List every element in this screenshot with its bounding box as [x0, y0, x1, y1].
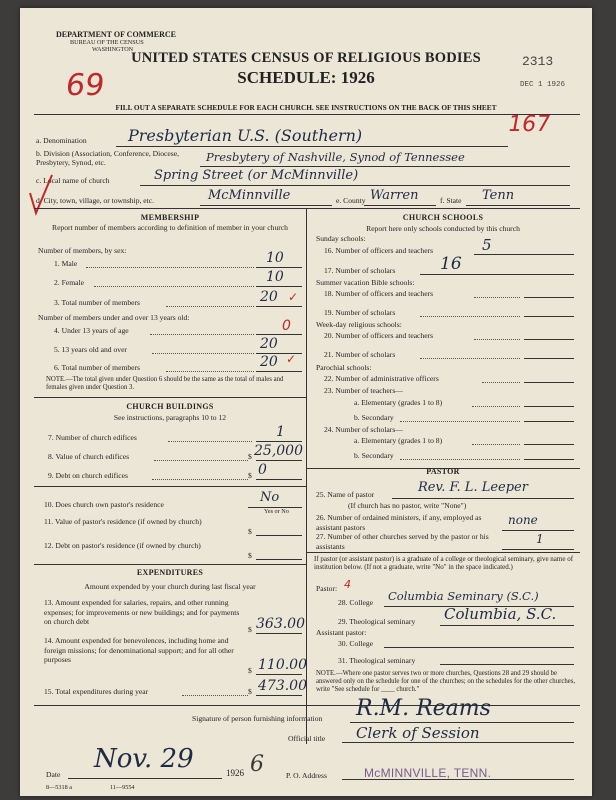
- department-label: DEPARTMENT OF COMMERCE: [56, 30, 177, 39]
- q3-value: 20: [260, 289, 278, 305]
- q24a-label: a. Elementary (grades 1 to 8): [354, 436, 443, 445]
- census-schedule-sheet: DEPARTMENT OF COMMERCE BUREAU OF THE CENSUS WASHINGTON 69 UNITED STATES CENSUS OF RELIGIOUS BODIES SCHEDULE: 1926 2313 DEC 1 1926 FILL OUT A SEPARATE SCHEDULE FOR EACH CHURCH. SEE INSTRUCTIONS ON THE BACK OF THIS SHEET 167 a. Denomination Presbyterian U.S. (Southern) b. Division (Association, Conference, Diocese, Presbytery, Synod, etc. Presbytery of Nashville, Synod of Tennessee c. Local name of church Spring Street (or McMinnville) d. City, town, village, or township, etc. McMinnville e. County Warren f. State Tenn MEMBERSHIP Report number of members according to definition of member in your church Number of members, by sex: 1. Male 10 2. Female 10 3. Total number of members 20 ✓ Number of members under and over 13 years old: 4. Under 13 years of age 0 5. 13 years old and over 20 6. Total number of members 20 ✓ NOTE.—The total given under Question 6 should be the same as the total of males and females given under Question 3. CHURCH BUILDINGS See instructions, paragraphs 10 to 12 7. Number of church edifices 1 8. Value of church edifices $ 25,000 9. Debt on church edifices $ 0 10. Does church own pastor's residence No Yes or No 11. Value of pastor's residence (if owned by church) $ 12. Debt on pastor's residence (if owned by church) $ EXPENDITURES Amount expended by your church during last fiscal year 13. Amount expended for salaries, repairs, and other running expenses; for improvements or new buildings; and for payments on church debt $ 363.00 14. Amount expended for benevolences, including home and foreign missions; for denominational support; and for all other purposes $ 110.00 15. Total expenditures during year $ 473.00 CHURCH SCHOOLS Report here only schools conducted by this church Sunday schools: 16. Number of officers and teachers 5 17. Number of scholars 16 Summer vacation Bible schools: 18. Number of officers and teachers 19. Number of scholars Week-day religious schools: 20. Number of officers and teachers 21. Number of scholars Parochial schools: 22. Number of administrative officers 23. Number of teachers— a. Elementary (grades 1 to 8) b. Secondary 24. Number of scholars— a. Elementary (grades 1 to 8) b. Secondary PASTOR 25. Name of pastor Rev. F. L. Leeper (If church has no pastor, write "None") 26. Number of ordained ministers, if any, employed as assistant pastors none 27. Number of other churches served by the pastor or his assistants 1 If pastor (or assistant pastor) is a graduate of a college or theological seminary, give name of institution below. (If not a graduate, write "No" in the space indicated.) Pastor: 4 28. College Columbia Seminary (S.C.) 29. Theological seminary Columbia, S.C. Assistant pastor: 30. College 31. Theological seminary NOTE.—Where one pastor serves two or more churches, Questions 28 and 29 should be answered only on the schedule for one of the churches; on the schedules for the other churches, write "See schedule for ____ church." Signature of person furnishing information R.M. Reams Official title Clerk of Session Date Nov. 29 1926 6 P. O. Address McMINNVILLE, TENN. 8—5318 a 11—9554: [20, 8, 592, 796]
- pastor-sublabel: Pastor:: [316, 584, 338, 593]
- expenditures-heading: EXPENDITURES: [136, 568, 204, 577]
- assistant-pastor-label: Assistant pastor:: [316, 628, 367, 637]
- po-address-stamp: McMINNVILLE, TENN.: [364, 766, 492, 780]
- q7-value: 1: [276, 424, 285, 440]
- weekday-schools-label: Week-day religious schools:: [316, 320, 402, 329]
- q23a-label: a. Elementary (grades 1 to 8): [354, 398, 443, 407]
- q26-label: 26. Number of ordained ministers, if any, employed as assistant pastors: [316, 513, 482, 532]
- instructions-line: FILL OUT A SEPARATE SCHEDULE FOR EACH CHURCH. SEE INSTRUCTIONS ON THE BACK OF THIS SHEET: [115, 103, 497, 112]
- q23-label: 23. Number of teachers—: [324, 386, 403, 395]
- denomination-label: a. Denomination: [36, 136, 87, 145]
- official-title-label: Official title: [288, 734, 326, 743]
- form-title: UNITED STATES CENSUS OF RELIGIOUS BODIES: [131, 50, 481, 66]
- pastor-heading: PASTOR: [426, 467, 460, 476]
- q21-label: 21. Number of scholars: [324, 350, 396, 359]
- q4-value: 0: [282, 318, 291, 334]
- q22-label: 22. Number of administrative officers: [324, 374, 439, 383]
- form-number: 8—5318 a: [46, 784, 72, 791]
- signature-label: Signature of person furnishing information: [192, 714, 323, 723]
- date-label: Date: [46, 770, 61, 779]
- q8-label: 8. Value of church edifices: [48, 452, 130, 461]
- membership-intro: Report number of members according to definition of member in your church: [52, 223, 288, 232]
- red-pencil-mark-icon: 4: [344, 578, 351, 591]
- official-title-value: Clerk of Session: [356, 724, 480, 742]
- q6-value: 20: [260, 354, 278, 370]
- buildings-heading: CHURCH BUILDINGS: [126, 402, 214, 411]
- q14-value: 110.00: [258, 657, 307, 673]
- yes-no-hint: Yes or No: [264, 508, 289, 515]
- q5-value: 20: [260, 336, 278, 352]
- date-value: Nov. 29: [94, 744, 194, 774]
- q12-label: 12. Debt on pastor's residence (if owned by church): [44, 541, 201, 550]
- age-intro-label: Number of members under and over 13 years old:: [38, 313, 190, 322]
- q26-value: none: [508, 513, 538, 527]
- division-label: b. Division (Association, Conference, Diocese, Presbytery, Synod, etc.: [36, 149, 179, 167]
- sunday-schools-label: Sunday schools:: [316, 234, 366, 243]
- q20-label: 20. Number of officers and teachers: [324, 331, 434, 340]
- division-value: Presbytery of Nashville, Synod of Tennessee: [206, 150, 465, 164]
- local-name-value: Spring Street (or McMinnville): [154, 168, 359, 183]
- summer-schools-label: Summer vacation Bible schools:: [316, 278, 415, 287]
- q28-value: Columbia Seminary (S.C.): [388, 589, 539, 603]
- by-sex-label: Number of members, by sex:: [38, 246, 127, 255]
- graduate-note: If pastor (or assistant pastor) is a graduate of a college or theological seminary, give name of institution below. (If not a graduate, write "No" in the space indicated.): [314, 555, 574, 572]
- q10-value: No: [260, 490, 280, 505]
- q6-label: 6. Total number of members: [54, 363, 141, 372]
- local-name-label: c. Local name of church: [36, 176, 110, 185]
- print-number: 11—9554: [110, 784, 135, 791]
- q30-label: 30. College: [338, 639, 374, 648]
- q9-value: 0: [258, 462, 267, 478]
- q6-red-check-icon: ✓: [286, 352, 297, 366]
- q25-note: (If church has no pastor, write "None"): [348, 501, 467, 510]
- q24-label: 24. Number of scholars—: [324, 425, 403, 434]
- date-year: 1926: [226, 768, 244, 778]
- red-code-number: 167: [505, 112, 553, 137]
- q14-label: 14. Amount expended for benevolences, including home and foreign missions; for denominational support; and for all other purposes: [44, 636, 234, 664]
- q3-label: 3. Total number of members: [54, 298, 141, 307]
- city-label-line: d. City, town, village, or township, etc.: [36, 196, 155, 205]
- q15-label: 15. Total expenditures during year: [44, 687, 149, 696]
- signature-value: R.M. Reams: [356, 696, 491, 721]
- q27-value: 1: [536, 532, 544, 546]
- q31-label: 31. Theological seminary: [338, 656, 416, 665]
- po-address-label: P. O. Address: [286, 771, 327, 780]
- q11-label: 11. Value of pastor's residence (if owned by church): [44, 517, 202, 526]
- q4-label: 4. Under 13 years of age: [54, 326, 129, 335]
- expenditures-intro: Amount expended by your church during last fiscal year: [84, 582, 256, 591]
- receipt-date-stamp: DEC 1 1926: [520, 81, 566, 89]
- q2-label: 2. Female: [54, 278, 84, 287]
- q25-label: 25. Name of pastor: [316, 490, 375, 499]
- city-value: McMinnville: [208, 188, 291, 203]
- q8-value: 25,000: [254, 443, 303, 459]
- q15-value: 473.00: [258, 678, 307, 694]
- q19-label: 19. Number of scholars: [324, 308, 396, 317]
- q24b-label: b. Secondary: [354, 451, 394, 460]
- serial-number: 2313: [522, 54, 554, 69]
- q27-label: 27. Number of other churches served by the pastor or his assistants: [316, 532, 489, 551]
- q17-value: 16: [440, 254, 462, 274]
- q7-label: 7. Number of church edifices: [48, 433, 137, 442]
- q17-label: 17. Number of scholars: [324, 266, 396, 275]
- q3-red-check-icon: ✓: [288, 290, 299, 304]
- schedule-title: SCHEDULE: 1926: [237, 68, 375, 87]
- q29-value: Columbia, S.C.: [444, 605, 557, 623]
- q10-label: 10. Does church own pastor's residence: [44, 500, 164, 509]
- q13-label: 13. Amount expended for salaries, repairs, and other running expenses; for improvements or new buildings; and for payments on church debt: [44, 598, 240, 626]
- state-label: f. State: [440, 196, 462, 205]
- q16-value: 5: [482, 236, 492, 254]
- q1-value: 10: [266, 250, 284, 266]
- q13-value: 363.00: [256, 616, 305, 632]
- county-label: e. County: [336, 196, 366, 205]
- q25-value: Rev. F. L. Leeper: [418, 480, 528, 495]
- parochial-schools-label: Parochial schools:: [316, 363, 372, 372]
- denomination-value: Presbyterian U.S. (Southern): [128, 126, 363, 145]
- membership-heading: MEMBERSHIP: [140, 213, 200, 222]
- q23b-label: b. Secondary: [354, 413, 394, 422]
- city-label: WASHINGTON: [92, 46, 134, 53]
- date-handwritten-6: 6: [250, 752, 264, 777]
- red-handwritten-number: 69: [63, 68, 107, 103]
- county-value: Warren: [370, 188, 419, 203]
- schools-heading: CHURCH SCHOOLS: [402, 213, 484, 222]
- membership-note: NOTE.—The total given under Question 6 should be the same as the total of males and females given under Question 3.: [46, 376, 284, 391]
- q16-label: 16. Number of officers and teachers: [324, 246, 434, 255]
- q18-label: 18. Number of officers and teachers: [324, 289, 434, 298]
- pastor-note: NOTE.—Where one pastor serves two or more churches, Questions 28 and 29 should be answered only on the schedule for one of the churches; on the schedules for the other churches, write "See schedule for ____ church.": [316, 670, 576, 693]
- schools-intro: Report here only schools conducted by this church: [366, 224, 520, 233]
- q29-label: 29. Theological seminary: [338, 617, 416, 626]
- q5-label: 5. 13 years old and over: [54, 345, 127, 354]
- bureau-label: BUREAU OF THE CENSUS: [70, 39, 144, 46]
- q1-label: 1. Male: [54, 259, 78, 268]
- state-value: Tenn: [482, 188, 515, 203]
- q2-value: 10: [266, 269, 284, 285]
- buildings-intro: See instructions, paragraphs 10 to 12: [113, 413, 227, 422]
- q28-label: 28. College: [338, 598, 374, 607]
- q9-label: 9. Debt on church edifices: [48, 471, 128, 480]
